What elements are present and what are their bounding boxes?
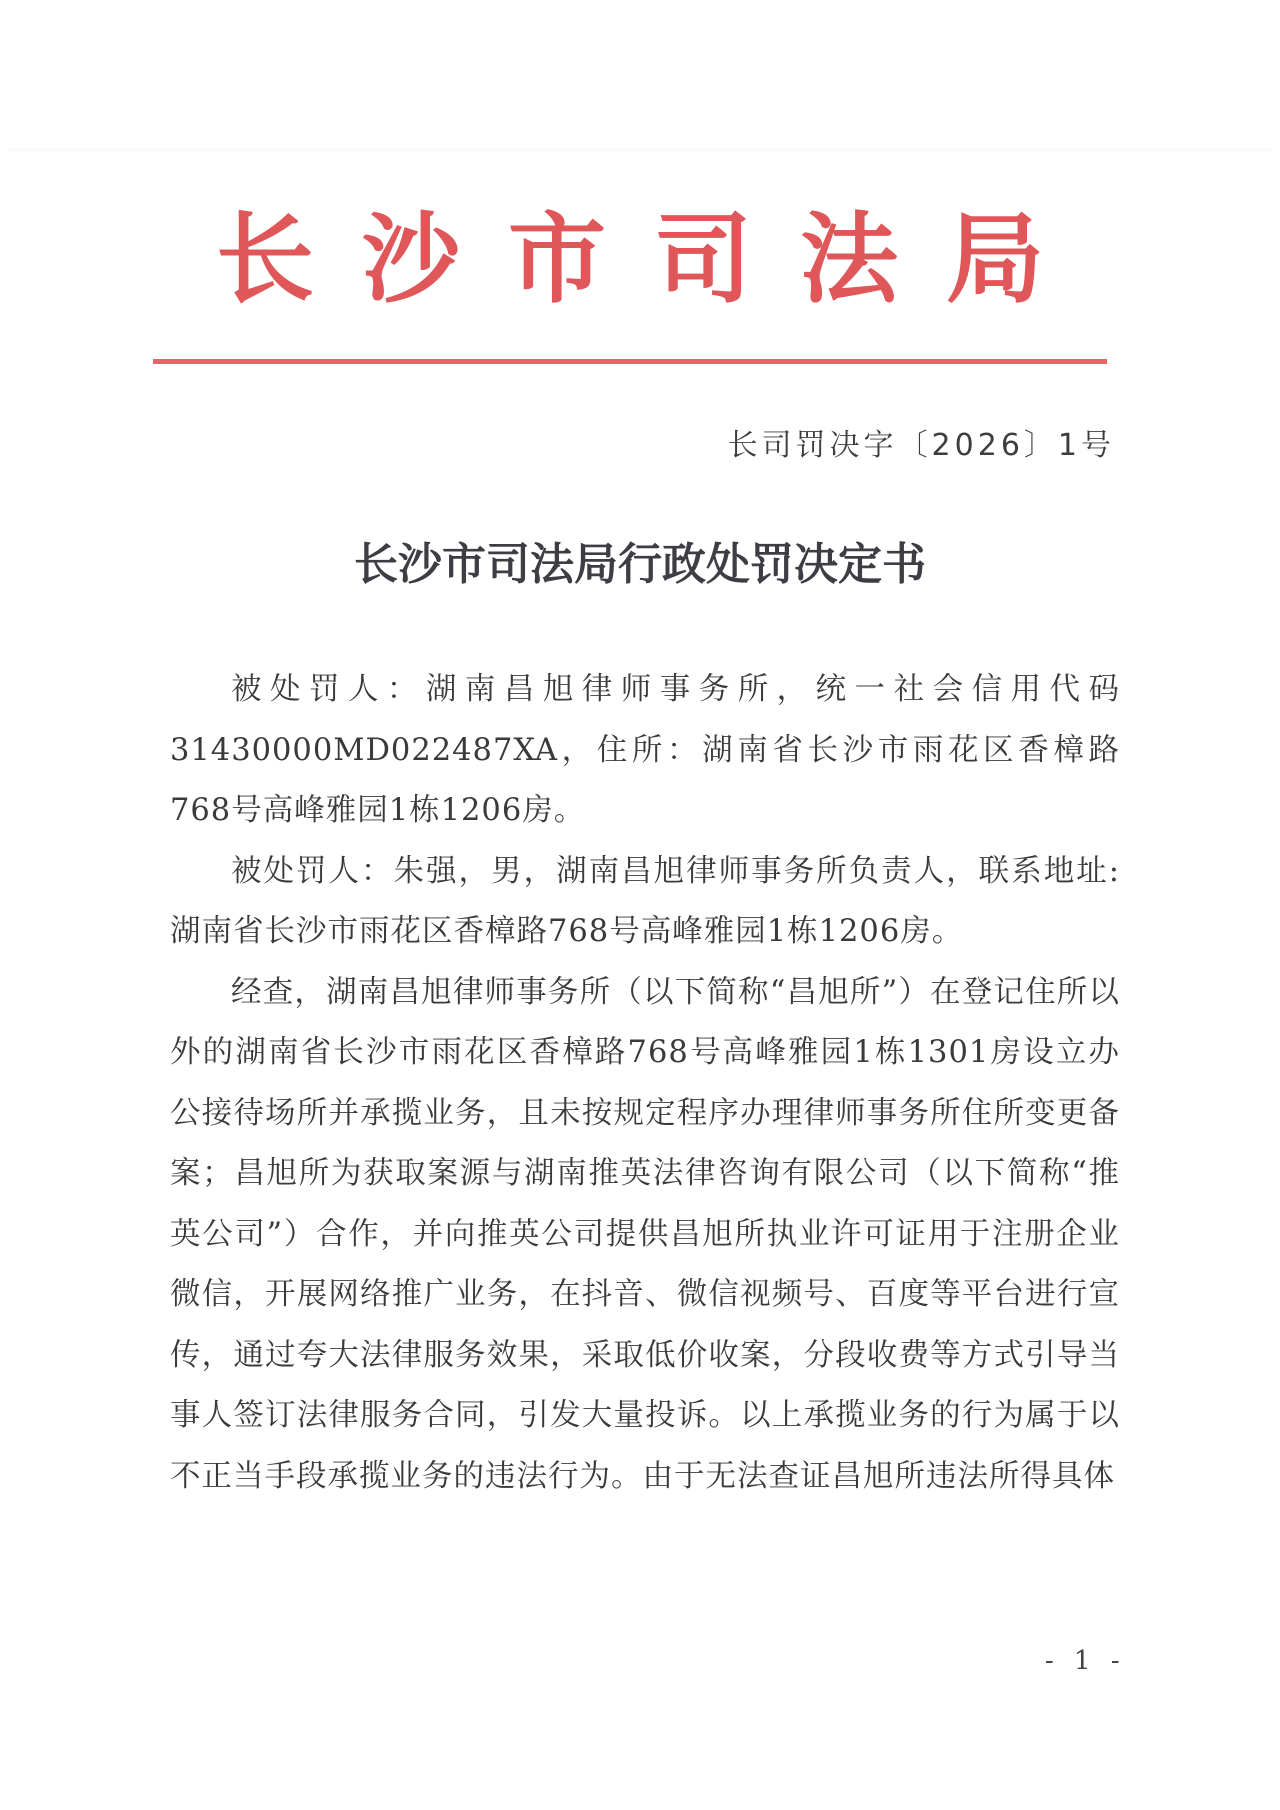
paragraph-penalized-party-person: 被处罚人：朱强，男，湖南昌旭律师事务所负责人，联系地址:湖南省长沙市雨花区香樟路768号高峰雅园1栋1206房。 (170, 853, 1120, 949)
letterhead-red-rule (153, 359, 1107, 364)
document-title: 长沙市司法局行政处罚决定书 (354, 539, 926, 590)
paragraph-penalized-party-firm: 被处罚人：湖南昌旭律师事务所，统一社会信用代码31430000MD022487XA，住所：湖南省长沙市雨花区香樟路768号高峰雅园1栋1206房。 (170, 672, 1120, 828)
paragraph-investigation-findings: 经查，湖南昌旭律师事务所（以下简称“昌旭所”）在登记住所以外的湖南省长沙市雨花区香樟路768号高峰雅园1栋1301房设立办公接待场所并承揽业务，且未按规定程序办理律师事务所住所变更备案；昌旭所为获取案源与湖南推英法律咨询有限公司（以下简称“推英公司”）合作，并向推英公司提供昌旭所执业许可证用于注册企业微信，开展网络推广业务，在抖音、微信视频号、百度等平台进行宣传，通过夸大法律服务效果，采取低价收案，分段收费等方式引导当事人签订法律服务合同，引发大量投诉。以上承揽业务的行为属于以不正当手段承揽业务的违法行为。由于无法查证昌旭所违法所得具体 (170, 974, 1120, 1494)
letterhead-issuer: 长沙市司法局 (215, 202, 1092, 317)
scan-edge-shadow (8, 147, 1272, 153)
page-number: - 1 - (1045, 1646, 1126, 1676)
document-body (170, 660, 1120, 1507)
document-number: 长司罚决字〔2026〕1号 (727, 428, 1115, 463)
